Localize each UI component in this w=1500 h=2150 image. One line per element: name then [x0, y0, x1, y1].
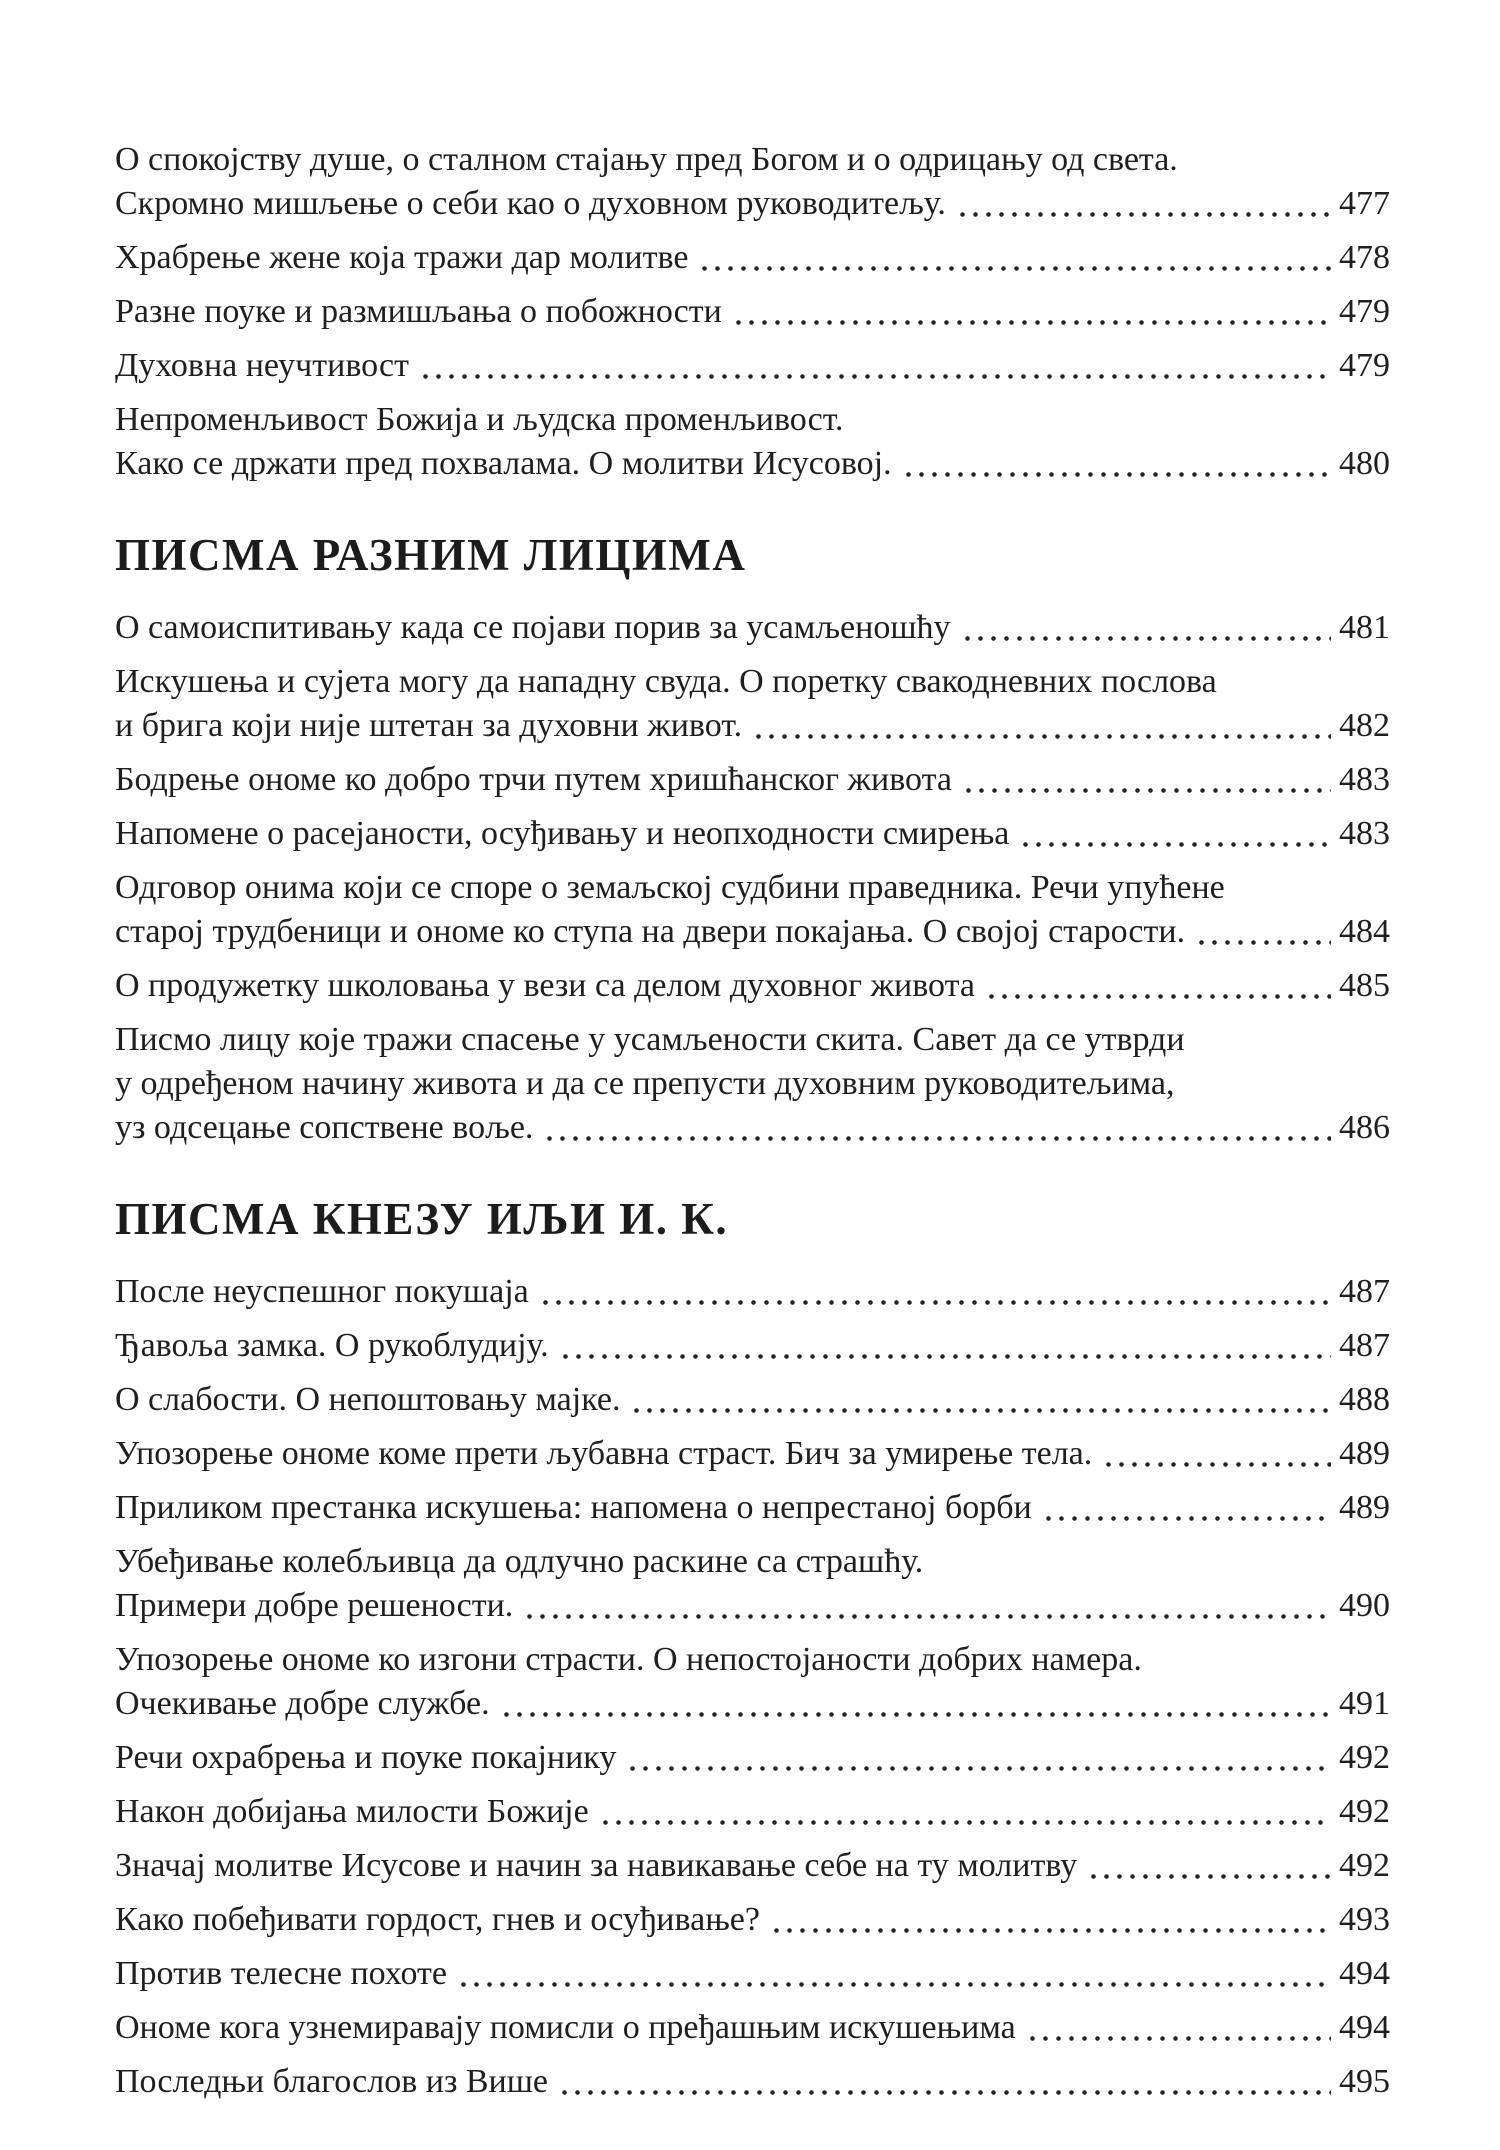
toc-entry-text: Храбрење жене која тражи дар молитве: [115, 239, 689, 276]
toc-entry-text: Искушења и сујета могу да нападну свуда. О поретку свакодневних послова: [115, 663, 1217, 700]
toc-entry-text: Разне поуке и размишљања о побожности: [115, 293, 722, 330]
toc-entry-line: [115, 758, 1390, 802]
dot-leader: [539, 1300, 1331, 1305]
page-number: 479: [1339, 347, 1390, 384]
dot-leader: [543, 1136, 1331, 1141]
dot-leader: [558, 2090, 1331, 2095]
toc-entry-text: Упозорење ономе коме прети љубавна страст. Бич за умирење тела.: [115, 1435, 1093, 1472]
page-number: 493: [1339, 1901, 1390, 1938]
toc-entry-text: Значај молитве Исусове и начин за навикавање себе на ту молитву: [115, 1847, 1078, 1884]
toc-entry-line: [115, 344, 1390, 388]
dot-leader: [902, 472, 1331, 477]
toc-entry-line: [115, 1270, 1390, 1314]
dot-leader: [500, 1712, 1331, 1717]
toc-entry-line: [115, 1324, 1390, 1368]
toc-entry-text: Речи охрабрења и поуке покајнику: [115, 1739, 617, 1776]
toc-entry-line: [115, 660, 1390, 704]
toc-section: [115, 1192, 1390, 2104]
toc-entry-line: [115, 2006, 1390, 2050]
toc-entry: [115, 138, 1390, 226]
section-heading: ПИСМА КНЕЗУ ИЉИ И. К.: [115, 1194, 729, 1244]
toc-entry: [115, 290, 1390, 334]
toc-entry-text: Након добијања милости Божије: [115, 1793, 589, 1830]
toc-entry-line: [115, 1106, 1390, 1150]
toc-entry-line: [115, 1736, 1390, 1780]
toc-entry-text: Писмо лицу које тражи спасење у усамљености скита. Савет да се утврди: [115, 1021, 1185, 1058]
dot-leader: [599, 1820, 1331, 1825]
page-number: 490: [1339, 1587, 1390, 1624]
toc-entry: [115, 2060, 1390, 2104]
dot-leader: [457, 1982, 1331, 1987]
page-number: 486: [1339, 1109, 1390, 1146]
toc-entry-line: [115, 1584, 1390, 1628]
dot-leader: [1195, 940, 1331, 945]
dot-leader: [1026, 2036, 1331, 2041]
toc-entry-line: [115, 704, 1390, 748]
toc-entry: [115, 1324, 1390, 1368]
toc-entry-line: [115, 866, 1390, 910]
toc-entry-text: О самоиспитивању када се појави порив за усамљеношћу: [115, 609, 951, 646]
toc-entry-text: Како се држати пред похвалама. О молитви Исусовој.: [115, 445, 892, 482]
toc-entry-line: [115, 1844, 1390, 1888]
toc-entry-line: [115, 1898, 1390, 1942]
toc-entry: [115, 606, 1390, 650]
toc-entry-line: [115, 1638, 1390, 1682]
dot-leader: [956, 212, 1331, 217]
page-number: 494: [1339, 1955, 1390, 1992]
toc-entry-text: Последњи благослов из Више: [115, 2063, 549, 2100]
toc-entry-text: Против телесне похоте: [115, 1955, 447, 1992]
dot-leader: [419, 374, 1331, 379]
dot-leader: [1042, 1516, 1331, 1521]
toc-entry: [115, 1018, 1390, 1150]
toc-entry: [115, 660, 1390, 748]
toc-entry-text: Очекивање добре службе.: [115, 1685, 490, 1722]
toc-entry-line: [115, 606, 1390, 650]
toc-entry-text: Одговор онима који се споре о земаљској судбини праведника. Речи упућене: [115, 869, 1225, 906]
toc-entry: [115, 1844, 1390, 1888]
dot-leader: [698, 266, 1331, 271]
dot-leader: [559, 1354, 1331, 1359]
page-number: 485: [1339, 967, 1390, 1004]
toc-entry: [115, 1486, 1390, 1530]
dot-leader: [770, 1928, 1331, 1933]
toc-entry-line: [115, 1062, 1390, 1106]
toc-entry-line: [115, 182, 1390, 226]
table-of-contents: [115, 138, 1390, 2104]
toc-entry-line: [115, 2060, 1390, 2104]
page-number: 495: [1339, 2063, 1390, 2100]
dot-leader: [626, 1766, 1331, 1771]
page-number: 482: [1339, 707, 1390, 744]
toc-entry-text: Како побеђивати гордост, гнев и осуђивање?: [115, 1901, 760, 1938]
page-number: 478: [1339, 239, 1390, 276]
toc-entry: [115, 758, 1390, 802]
page-number: 492: [1339, 1793, 1390, 1830]
toc-section: [115, 138, 1390, 486]
toc-entry-text: Бодрење ономе ко добро трчи путем хришћанског живота: [115, 761, 952, 798]
page-number: 480: [1339, 445, 1390, 482]
toc-entry-text: Напомене о расејаности, осуђивању и неопходности смирења: [115, 815, 1010, 852]
toc-entry-text: Духовна неучтивост: [115, 347, 409, 384]
page-number: 479: [1339, 293, 1390, 330]
toc-entry-text: и брига који није штетан за духовни живот.: [115, 707, 743, 744]
toc-entry-line: [115, 290, 1390, 334]
dot-leader: [523, 1614, 1331, 1619]
page-number: 489: [1339, 1435, 1390, 1472]
toc-entry-line: [115, 1486, 1390, 1530]
toc-entry-line: [115, 398, 1390, 442]
toc-entry-text: Ђавоља замка. О рукоблудију.: [115, 1327, 549, 1364]
toc-entry-line: [115, 1540, 1390, 1584]
toc-entry: [115, 1952, 1390, 1996]
page-number: 487: [1339, 1327, 1390, 1364]
toc-entry: [115, 236, 1390, 280]
toc-entry-text: О спокојству душе, о сталном стајању пред Богом и о одрицању од света.: [115, 141, 1178, 178]
toc-entry-line: [115, 1790, 1390, 1834]
page-number: 481: [1339, 609, 1390, 646]
toc-entry-text: Примери добре решености.: [115, 1587, 514, 1624]
toc-entry-line: [115, 1432, 1390, 1476]
page-number: 489: [1339, 1489, 1390, 1526]
toc-entry-line: [115, 1952, 1390, 1996]
dot-leader: [985, 994, 1331, 999]
toc-entry-text: Ономе кога узнемиравају помисли о пређашњим искушењима: [115, 2009, 1016, 2046]
toc-entry-text: Убеђивање колебљивца да одлучно раскине са страшћу.: [115, 1543, 924, 1580]
toc-entry: [115, 1270, 1390, 1314]
page-number: 483: [1339, 761, 1390, 798]
section-heading: ПИСМА РАЗНИМ ЛИЦИМА: [115, 530, 747, 580]
dot-leader: [630, 1408, 1331, 1413]
toc-entry: [115, 866, 1390, 954]
toc-entry-line: [115, 812, 1390, 856]
toc-entry-line: [115, 1018, 1390, 1062]
toc-entry: [115, 1638, 1390, 1726]
toc-entry: [115, 1790, 1390, 1834]
toc-section: [115, 528, 1390, 1150]
page-number: 492: [1339, 1847, 1390, 1884]
toc-entry-text: Скромно мишљење о себи као о духовном руководитељу.: [115, 185, 946, 222]
toc-entry: [115, 1736, 1390, 1780]
page-number: 483: [1339, 815, 1390, 852]
page-number: 488: [1339, 1381, 1390, 1418]
toc-entry-text: О продужетку школовања у вези са делом духовног живота: [115, 967, 975, 1004]
toc-entry-line: [115, 138, 1390, 182]
dot-leader: [1102, 1462, 1331, 1467]
toc-entry: [115, 964, 1390, 1008]
toc-entry-line: [115, 964, 1390, 1008]
toc-entry-text: у одређеном начину живота и да се препусти духовним руководитељима,: [115, 1065, 1175, 1102]
toc-entry-text: Упозорење ономе ко изгони страсти. О непостојаности добрих намера.: [115, 1641, 1142, 1678]
dot-leader: [961, 636, 1331, 641]
toc-entry-line: [115, 442, 1390, 486]
toc-entry: [115, 1378, 1390, 1422]
dot-leader: [1087, 1874, 1331, 1879]
page-number: 492: [1339, 1739, 1390, 1776]
page-number: 491: [1339, 1685, 1390, 1722]
toc-entry: [115, 812, 1390, 856]
toc-entry-text: Непроменљивост Божија и људска променљивост.: [115, 401, 844, 438]
toc-entry: [115, 1432, 1390, 1476]
toc-entry: [115, 1898, 1390, 1942]
toc-entry-text: старој трудбеници и ономе ко ступа на двери покајања. О својој старости.: [115, 913, 1186, 950]
dot-leader: [752, 734, 1331, 739]
page-number: 484: [1339, 913, 1390, 950]
toc-entry-line: [115, 1682, 1390, 1726]
toc-entry: [115, 398, 1390, 486]
page-number: 477: [1339, 185, 1390, 222]
toc-entry: [115, 1540, 1390, 1628]
toc-entry: [115, 2006, 1390, 2050]
toc-entry-text: После неуспешног покушаја: [115, 1273, 529, 1310]
dot-leader: [962, 788, 1331, 793]
toc-entry-text: Приликом престанка искушења: напомена о непрестаној борби: [115, 1489, 1032, 1526]
toc-entry-text: О слабости. О непоштовању мајке.: [115, 1381, 621, 1418]
page-number: 494: [1339, 2009, 1390, 2046]
dot-leader: [732, 320, 1331, 325]
toc-entry-line: [115, 910, 1390, 954]
toc-entry: [115, 344, 1390, 388]
dot-leader: [1019, 842, 1331, 847]
toc-entry-line: [115, 1378, 1390, 1422]
page-number: 487: [1339, 1273, 1390, 1310]
toc-entry-text: уз одсецање сопствене воље.: [115, 1109, 534, 1146]
toc-entry-line: [115, 236, 1390, 280]
